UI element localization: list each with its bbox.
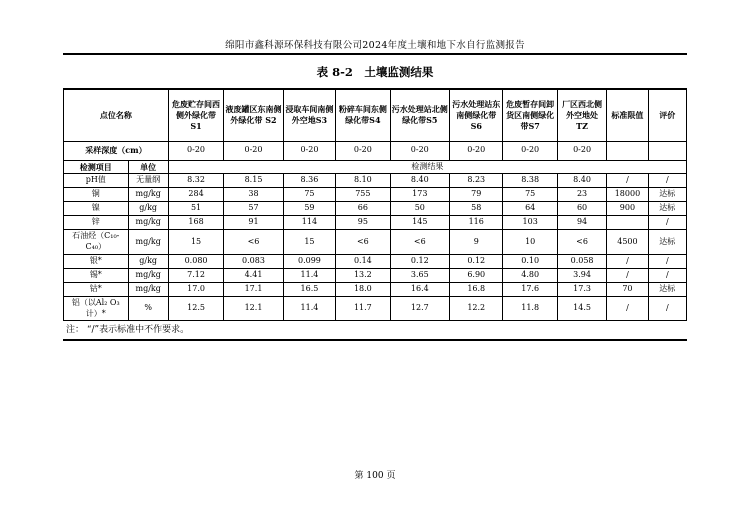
item-header: 检测项目 <box>64 160 129 174</box>
value-cell: 17.0 <box>168 282 223 296</box>
value-cell: 10 <box>503 230 557 255</box>
table-bottom-border <box>63 339 687 341</box>
value-cell: <6 <box>336 230 390 255</box>
value-cell: 284 <box>168 188 223 202</box>
value-cell: 0.10 <box>503 254 557 268</box>
site-header-5: 污水处理站北侧绿化带S5 <box>390 89 449 141</box>
page-number: 第 100 页 <box>354 471 396 481</box>
value-cell: 0.083 <box>224 254 283 268</box>
site-header-1: 危废贮存间西侧外绿化带 S1 <box>168 89 223 141</box>
results-body <box>64 174 687 321</box>
site-header-6: 污水处理站东南侧绿化带S6 <box>450 89 503 141</box>
limit-cell: 70 <box>607 282 648 296</box>
value-cell: 15 <box>168 230 223 255</box>
table-row <box>64 202 687 216</box>
limit-cell: 900 <box>607 202 648 216</box>
value-cell: 8.40 <box>557 174 606 188</box>
param-label: 锌 <box>64 216 129 230</box>
eval-cell: 达标 <box>648 188 686 202</box>
site-header-8: 厂区西北侧外空地处 TZ <box>557 89 606 141</box>
table-row <box>64 268 687 282</box>
value-cell: 8.32 <box>168 174 223 188</box>
value-cell: 7.12 <box>168 268 223 282</box>
depth-value-5: 0-20 <box>390 141 449 160</box>
value-cell: 0.080 <box>168 254 223 268</box>
depth-value-8: 0-20 <box>557 141 606 160</box>
value-cell: 23 <box>557 188 606 202</box>
value-cell: 168 <box>168 216 223 230</box>
limit-cell: / <box>607 268 648 282</box>
depth-value-4: 0-20 <box>336 141 390 160</box>
eval-cell: / <box>648 296 686 321</box>
corner-cell: 点位名称 <box>64 89 169 141</box>
param-label: 铝（以Al₂ O₃ 计）* <box>64 296 129 321</box>
value-cell: 0.099 <box>283 254 335 268</box>
header-divider <box>63 53 687 55</box>
value-cell: 16.5 <box>283 282 335 296</box>
value-cell: <6 <box>390 230 449 255</box>
depth-eval <box>648 141 686 160</box>
limit-cell <box>607 216 648 230</box>
table-row <box>64 188 687 202</box>
value-cell: 114 <box>283 216 335 230</box>
limit-cell: / <box>607 174 648 188</box>
value-cell: 50 <box>390 202 449 216</box>
value-cell: 4.41 <box>224 268 283 282</box>
param-label: 铜 <box>64 188 129 202</box>
value-cell: 4.80 <box>503 268 557 282</box>
param-unit: 无量纲 <box>128 174 168 188</box>
site-header-3: 浸取车间南侧外空地S3 <box>283 89 335 141</box>
value-cell: 12.7 <box>390 296 449 321</box>
table-row <box>64 230 687 255</box>
eval-cell: / <box>648 254 686 268</box>
value-cell: 8.40 <box>390 174 449 188</box>
section-row <box>64 160 687 174</box>
param-label: 镍 <box>64 202 129 216</box>
param-label: 钴* <box>64 282 129 296</box>
value-cell: 13.2 <box>336 268 390 282</box>
eval-header: 评价 <box>648 89 686 141</box>
table-row <box>64 174 687 188</box>
table-note: 注： “/”表示标准中不作要求。 <box>66 325 190 335</box>
depth-limit <box>607 141 648 160</box>
value-cell: 11.7 <box>336 296 390 321</box>
value-cell: 116 <box>450 216 503 230</box>
limit-cell: 4500 <box>607 230 648 255</box>
value-cell: 79 <box>450 188 503 202</box>
value-cell: 12.5 <box>168 296 223 321</box>
value-cell: 6.90 <box>450 268 503 282</box>
param-label: 银* <box>64 254 129 268</box>
value-cell: 12.1 <box>224 296 283 321</box>
value-cell: 11.4 <box>283 296 335 321</box>
table-title: 表 8-2 土壤监测结果 <box>316 65 434 79</box>
value-cell: 9 <box>450 230 503 255</box>
site-header-7: 危废暂存间卸货区南侧绿化带S7 <box>503 89 557 141</box>
param-unit: g/kg <box>128 254 168 268</box>
param-label: 锡* <box>64 268 129 282</box>
depth-value-3: 0-20 <box>283 141 335 160</box>
value-cell: 0.12 <box>390 254 449 268</box>
depth-value-1: 0-20 <box>168 141 223 160</box>
value-cell: 103 <box>503 216 557 230</box>
eval-cell: / <box>648 174 686 188</box>
table-row <box>64 282 687 296</box>
param-unit: mg/kg <box>128 188 168 202</box>
param-label: 石油烃（C₁₀-C₄₀） <box>64 230 129 255</box>
value-cell: 12.2 <box>450 296 503 321</box>
value-cell: 3.94 <box>557 268 606 282</box>
value-cell: 64 <box>503 202 557 216</box>
value-cell: 94 <box>557 216 606 230</box>
value-cell: 145 <box>390 216 449 230</box>
site-header-2: 液废罐区东南侧外绿化带 S2 <box>224 89 283 141</box>
value-cell: 11.4 <box>283 268 335 282</box>
value-cell: 3.65 <box>390 268 449 282</box>
value-cell: 59 <box>283 202 335 216</box>
running-head: 绵阳市鑫科源环保科技有限公司2024年度土壤和地下水自行监测报告 <box>225 40 525 51</box>
value-cell: 51 <box>168 202 223 216</box>
value-cell: 75 <box>283 188 335 202</box>
param-label: pH值 <box>64 174 129 188</box>
value-cell: 75 <box>503 188 557 202</box>
value-cell: 66 <box>336 202 390 216</box>
soil-results-table <box>63 88 687 321</box>
depth-value-6: 0-20 <box>450 141 503 160</box>
value-cell: 60 <box>557 202 606 216</box>
value-cell: 17.3 <box>557 282 606 296</box>
param-unit: mg/kg <box>128 282 168 296</box>
param-unit: mg/kg <box>128 216 168 230</box>
value-cell: <6 <box>224 230 283 255</box>
depth-row <box>64 141 687 160</box>
value-cell: 16.8 <box>450 282 503 296</box>
value-cell: 15 <box>283 230 335 255</box>
unit-header: 单位 <box>128 160 168 174</box>
value-cell: <6 <box>557 230 606 255</box>
param-unit: mg/kg <box>128 230 168 255</box>
value-cell: 16.4 <box>390 282 449 296</box>
value-cell: 57 <box>224 202 283 216</box>
value-cell: 18.0 <box>336 282 390 296</box>
depth-value-2: 0-20 <box>224 141 283 160</box>
value-cell: 8.15 <box>224 174 283 188</box>
site-header-row <box>64 89 687 141</box>
limit-cell: 18000 <box>607 188 648 202</box>
table-row <box>64 216 687 230</box>
value-cell: 14.5 <box>557 296 606 321</box>
param-unit: g/kg <box>128 202 168 216</box>
eval-cell: / <box>648 216 686 230</box>
depth-value-7: 0-20 <box>503 141 557 160</box>
table-head <box>64 89 687 174</box>
value-cell: 0.058 <box>557 254 606 268</box>
site-header-4: 粉碎车间东侧绿化带S4 <box>336 89 390 141</box>
value-cell: 17.6 <box>503 282 557 296</box>
depth-label: 采样深度（cm） <box>64 141 169 160</box>
value-cell: 8.36 <box>283 174 335 188</box>
table-row <box>64 296 687 321</box>
value-cell: 17.1 <box>224 282 283 296</box>
value-cell: 8.23 <box>450 174 503 188</box>
value-cell: 8.10 <box>336 174 390 188</box>
value-cell: 11.8 <box>503 296 557 321</box>
value-cell: 173 <box>390 188 449 202</box>
value-cell: 0.12 <box>450 254 503 268</box>
value-cell: 58 <box>450 202 503 216</box>
param-unit: mg/kg <box>128 268 168 282</box>
value-cell: 8.38 <box>503 174 557 188</box>
table-row <box>64 254 687 268</box>
value-cell: 95 <box>336 216 390 230</box>
eval-cell: 达标 <box>648 282 686 296</box>
eval-cell: / <box>648 268 686 282</box>
limit-header: 标准限值 <box>607 89 648 141</box>
eval-cell: 达标 <box>648 230 686 255</box>
param-unit: % <box>128 296 168 321</box>
limit-cell: / <box>607 254 648 268</box>
value-cell: 38 <box>224 188 283 202</box>
eval-cell: 达标 <box>648 202 686 216</box>
value-cell: 91 <box>224 216 283 230</box>
limit-cell: / <box>607 296 648 321</box>
value-cell: 0.14 <box>336 254 390 268</box>
results-header: 检测结果 <box>168 160 686 174</box>
value-cell: 755 <box>336 188 390 202</box>
